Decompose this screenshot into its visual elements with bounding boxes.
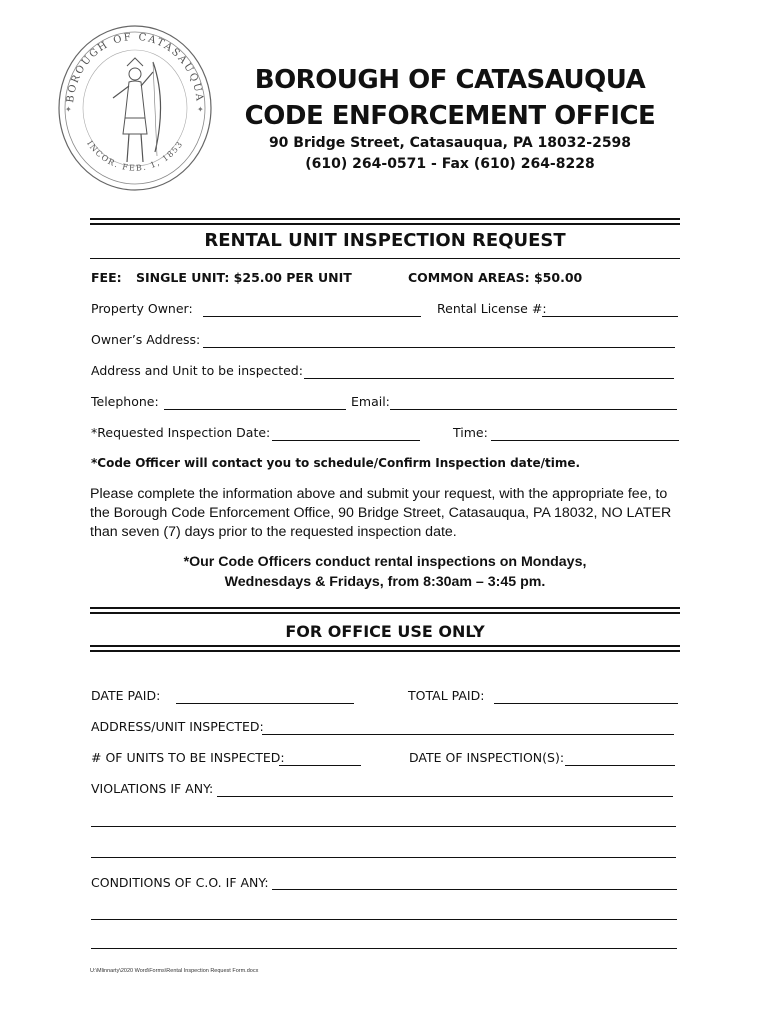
header-contact xyxy=(230,133,670,175)
seal-bottom-text: INCOR. FEB. 1, 1853 xyxy=(85,139,185,173)
owners-address-field[interactable] xyxy=(203,347,675,348)
office-title: FOR OFFICE USE ONLY xyxy=(285,622,485,641)
date-of-inspection-field[interactable] xyxy=(565,765,675,766)
conditions-line[interactable] xyxy=(91,948,677,949)
title-underline xyxy=(90,258,680,259)
property-owner-field[interactable] xyxy=(203,316,421,317)
date-paid-label: DATE PAID: xyxy=(91,688,161,703)
officer-note: *Code Officer will contact you to schedule/Confirm Inspection date/time. xyxy=(91,456,581,470)
single-unit-fee: SINGLE UNIT: $25.00 PER UNIT xyxy=(136,270,352,285)
address-inspected-field[interactable] xyxy=(262,734,674,735)
rental-license-label: Rental License #: xyxy=(437,301,547,316)
telephone-label: Telephone: xyxy=(91,394,159,409)
total-paid-field[interactable] xyxy=(494,703,678,704)
rental-license-field[interactable] xyxy=(542,316,678,317)
units-to-inspect-field[interactable] xyxy=(279,765,361,766)
violations-field[interactable] xyxy=(217,796,673,797)
seal-top-text: BOROUGH OF CATASAUQUA xyxy=(65,31,205,104)
date-of-inspection-label: DATE OF INSPECTION(S): xyxy=(409,750,565,765)
address-unit-field[interactable] xyxy=(304,378,674,379)
violations-line[interactable] xyxy=(91,857,676,858)
violations-label: VIOLATIONS IF ANY: xyxy=(91,781,214,796)
violations-line[interactable] xyxy=(91,826,676,827)
requested-date-label: *Requested Inspection Date: xyxy=(91,425,271,440)
header-line2: CODE ENFORCEMENT OFFICE xyxy=(244,101,656,131)
address-inspected-label: ADDRESS/UNIT INSPECTED: xyxy=(91,719,264,734)
double-divider xyxy=(90,645,680,652)
time-label: Time: xyxy=(453,425,488,440)
borough-seal xyxy=(55,22,215,194)
header-title xyxy=(230,62,670,134)
date-paid-field[interactable] xyxy=(176,703,354,704)
conditions-field[interactable] xyxy=(272,889,677,890)
svg-text:✦: ✦ xyxy=(197,105,204,114)
double-divider xyxy=(90,607,680,614)
email-label: Email: xyxy=(351,394,390,409)
time-field[interactable] xyxy=(491,440,679,441)
common-areas-fee: COMMON AREAS: $50.00 xyxy=(408,270,583,285)
header-line1: BOROUGH OF CATASAUQUA xyxy=(254,65,646,95)
svg-text:✦: ✦ xyxy=(65,105,72,114)
instructions-paragraph: Please complete the information above and submit your request, with the appropriate fee, to the Borough Code Enforcement Office, 90 Bridge Street, Catasauqua, PA 18032, NO LATER than seven (7) days prior to the requested inspection date. xyxy=(90,486,672,540)
seal-icon xyxy=(55,22,215,194)
requested-date-field[interactable] xyxy=(272,440,420,441)
schedule-line1: *Our Code Officers conduct rental inspections on Mondays, xyxy=(183,554,587,570)
owners-address-label: Owner’s Address: xyxy=(91,332,201,347)
header-phone: (610) 264-0571 - Fax (610) 264-8228 xyxy=(305,156,595,172)
schedule-line2: Wednesdays & Fridays, from 8:30am – 3:45 pm. xyxy=(224,574,546,590)
request-title: RENTAL UNIT INSPECTION REQUEST xyxy=(204,230,566,251)
fee-label: FEE: xyxy=(91,270,122,285)
property-owner-label: Property Owner: xyxy=(91,301,193,316)
email-field[interactable] xyxy=(390,409,677,410)
conditions-line[interactable] xyxy=(91,919,677,920)
address-unit-label: Address and Unit to be inspected: xyxy=(91,363,303,378)
svg-text:INCOR. FEB. 1, 1853 xyxy=(85,139,185,173)
units-to-inspect-label: # OF UNITS TO BE INSPECTED: xyxy=(91,750,285,765)
total-paid-label: TOTAL PAID: xyxy=(408,688,485,703)
telephone-field[interactable] xyxy=(164,409,346,410)
double-divider xyxy=(90,218,680,225)
header-address: 90 Bridge Street, Catasauqua, PA 18032-2598 xyxy=(268,135,632,151)
schedule-notice xyxy=(90,552,680,592)
conditions-label: CONDITIONS OF C.O. IF ANY: xyxy=(91,875,269,890)
footer-file-path: U:\Mlinnarty\2020 Word\Forms\Rental Inspection Request Form.docx xyxy=(90,968,259,974)
